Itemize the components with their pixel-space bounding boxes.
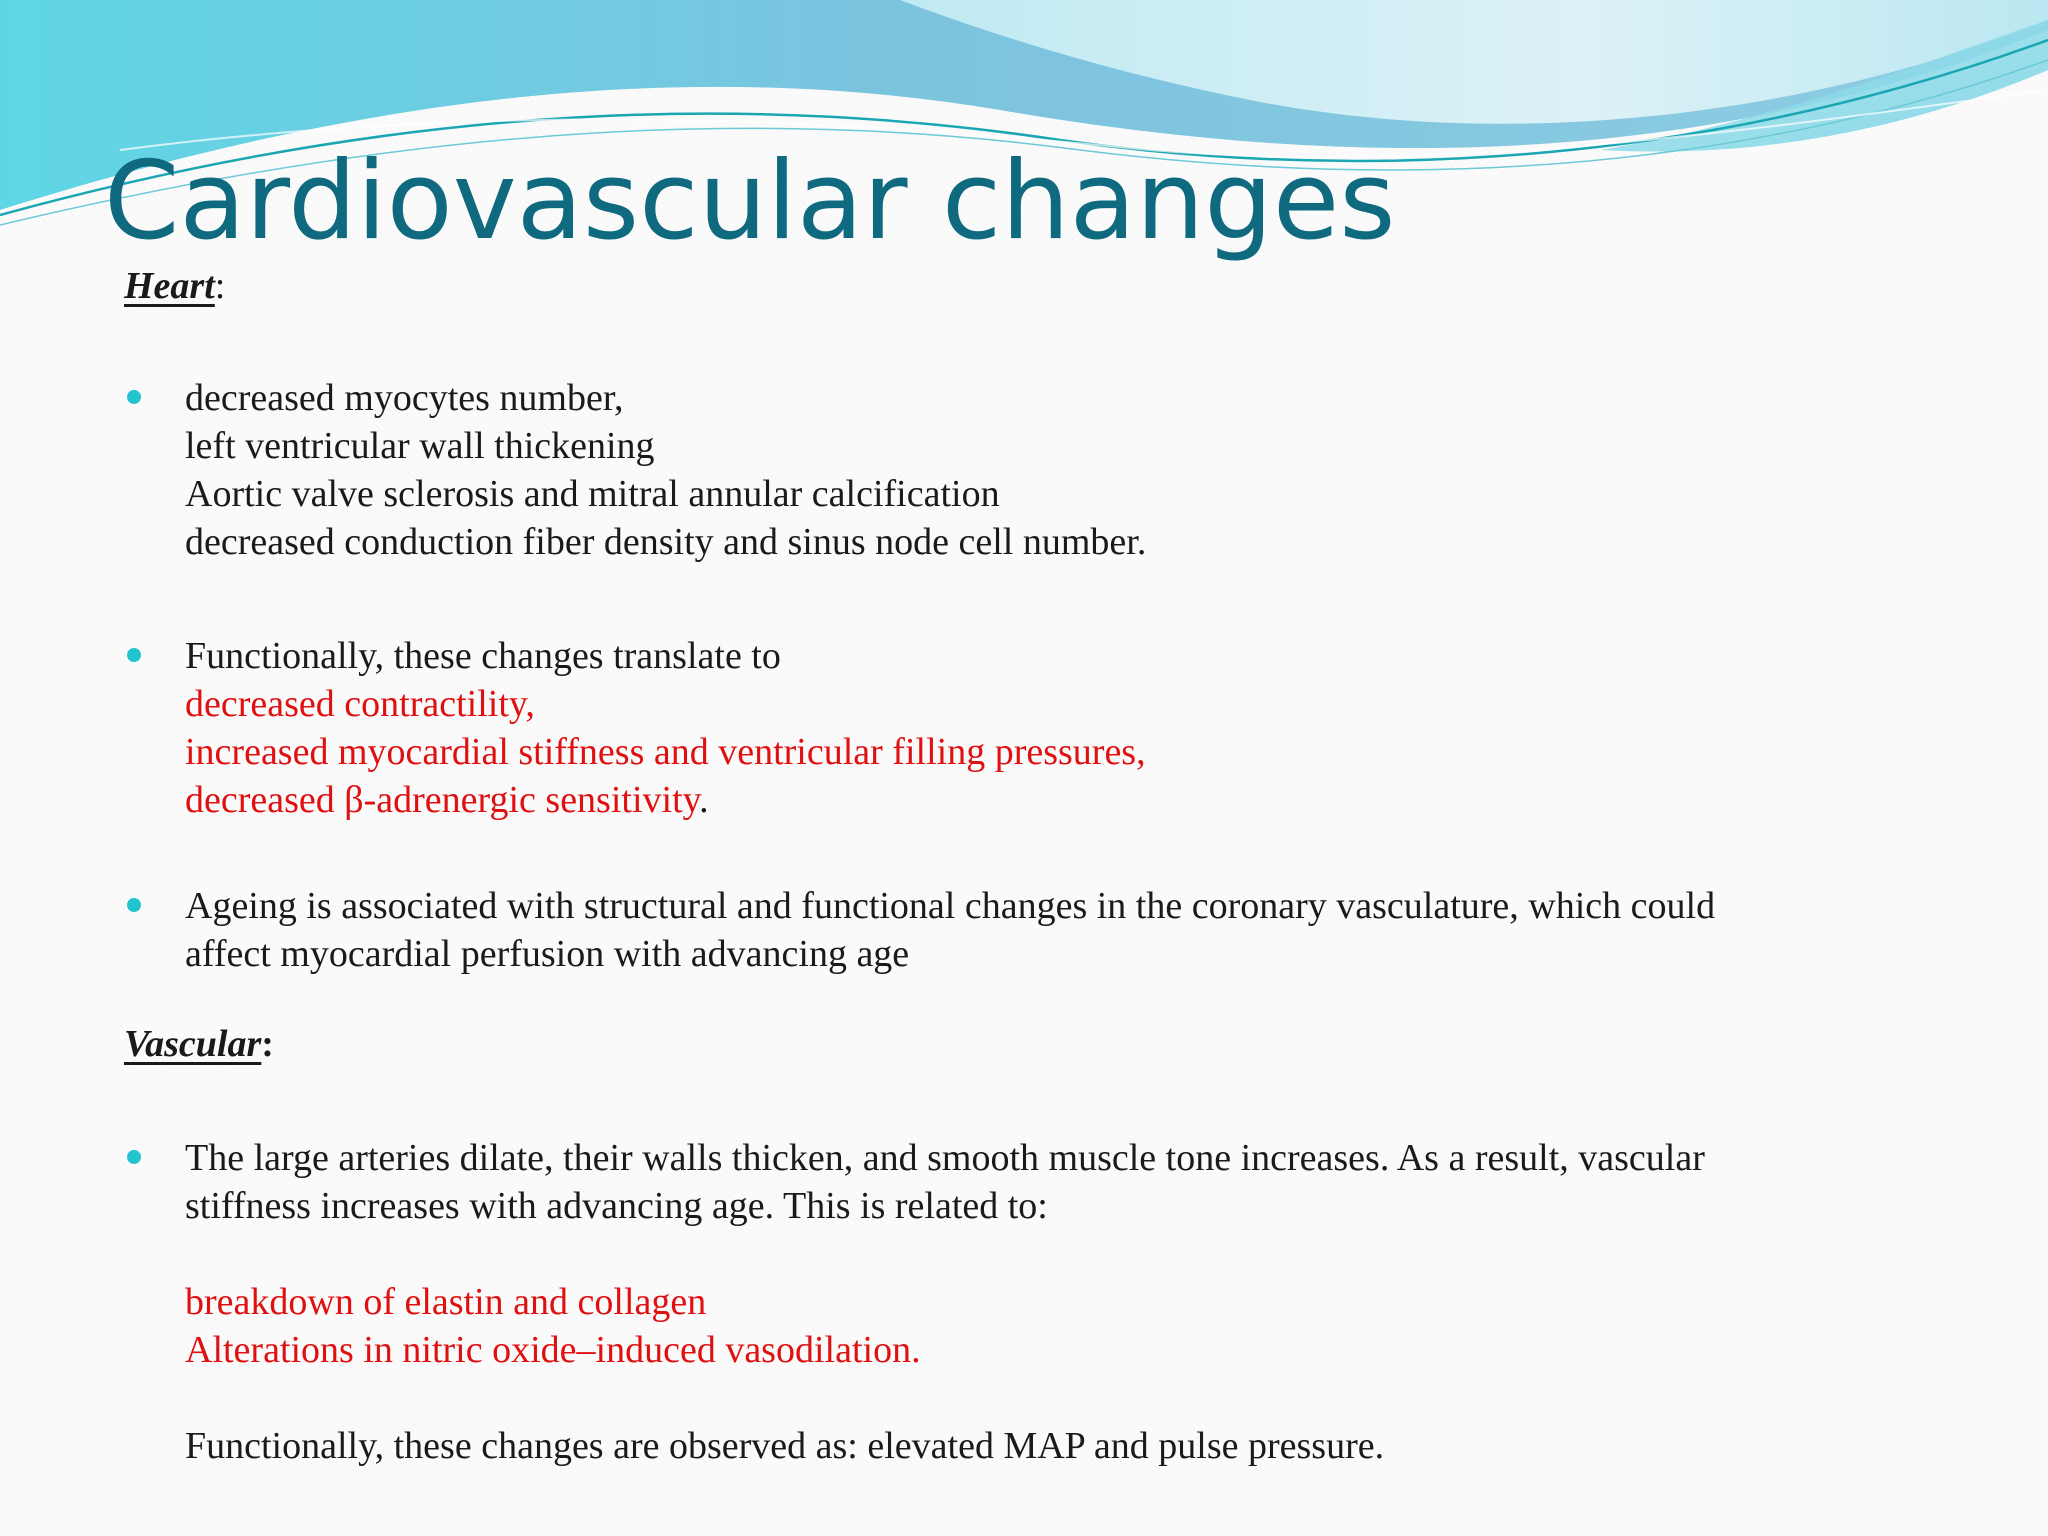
vascular-heading-colon: : [261, 1023, 274, 1065]
vascular-bullet [124, 1134, 2004, 1470]
highlight-line: breakdown of elastin and collagen [185, 1281, 707, 1323]
bullet-intro: Functionally, these changes translate to [185, 635, 781, 677]
heart-bullet-structural [124, 374, 2004, 566]
heart-heading-row [124, 262, 2004, 310]
bullet-dot-icon [127, 390, 141, 404]
vascular-heading: Vascular [124, 1023, 262, 1065]
vascular-conclusion: Functionally, these changes are observed as: elevated MAP and pulse pressure. [185, 1425, 1385, 1467]
slide-body [124, 262, 2004, 1470]
bullet-line: The large arteries dilate, their walls thicken, and smooth muscle tone increases. As a result, vascular [185, 1137, 1705, 1179]
bullet-line: left ventricular wall thickening [185, 425, 655, 467]
heart-heading-colon: : [214, 265, 226, 307]
bullet-line: Aortic valve sclerosis and mitral annular calcification [185, 473, 1000, 515]
bullet-line: affect myocardial perfusion with advancing age [185, 933, 910, 975]
bullet-dot-icon [127, 648, 141, 662]
bullet-line: decreased myocytes number, [185, 377, 624, 419]
highlight-line-period: . [699, 779, 709, 821]
highlight-line: decreased contractility, [185, 683, 535, 725]
heart-bullet-functional [124, 632, 2004, 824]
vascular-heading-row [124, 1020, 2004, 1068]
highlight-line: Alterations in nitric oxide–induced vasodilation. [185, 1329, 921, 1371]
bullet-line: stiffness increases with advancing age. This is related to: [185, 1185, 1048, 1227]
bullet-line: decreased conduction fiber density and sinus node cell number. [185, 521, 1147, 563]
highlight-line: increased myocardial stiffness and ventricular filling pressures, [185, 731, 1146, 773]
bullet-dot-icon [127, 1150, 141, 1164]
highlight-line: decreased β-adrenergic sensitivity [185, 779, 700, 821]
bullet-line: Ageing is associated with structural and functional changes in the coronary vasculature, which could [185, 885, 1716, 927]
slide-title: Cardiovascular changes [104, 139, 1396, 264]
bullet-dot-icon [127, 898, 141, 912]
heart-heading: Heart [124, 265, 215, 307]
heart-bullet-coronary [124, 882, 2004, 978]
